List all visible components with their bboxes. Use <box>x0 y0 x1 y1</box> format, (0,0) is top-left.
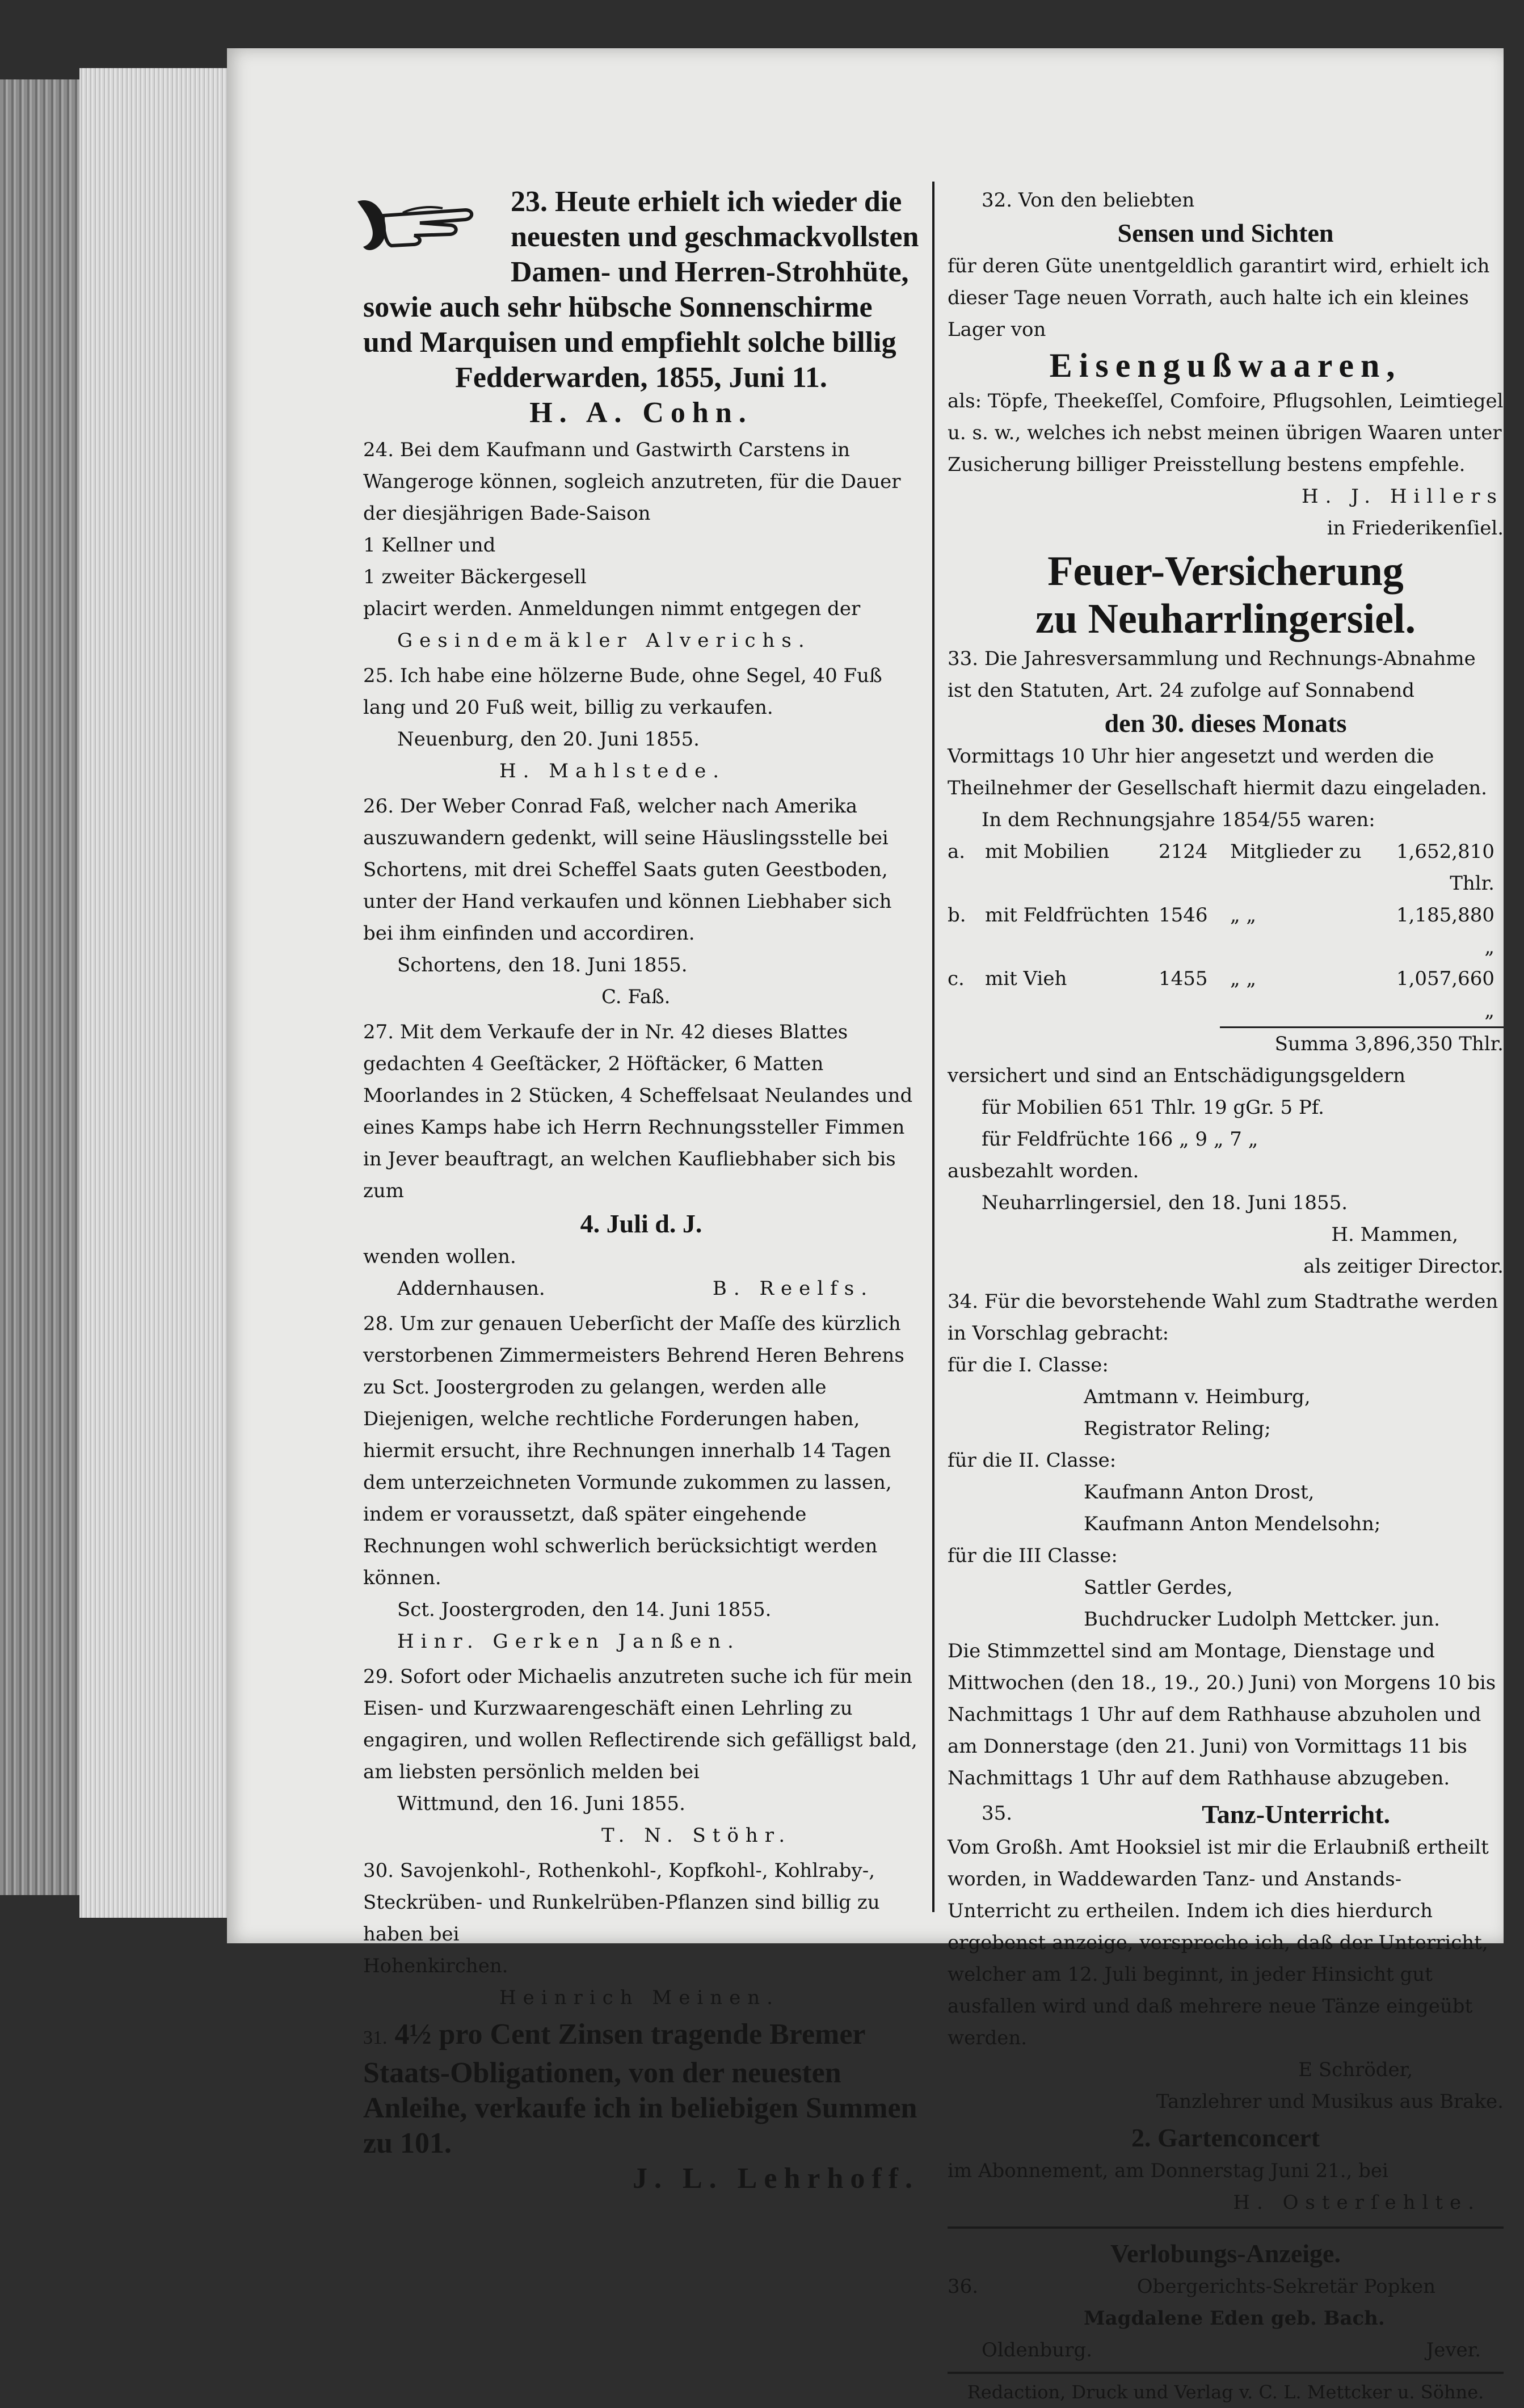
row-unit: „ „ <box>1230 904 1257 927</box>
row-count: 2124 <box>1159 840 1208 863</box>
ad-33-text: 33. Die Jahresversammlung und Rechnungs-Abnahme ist den Statuten, Art. 24 zufolge auf Sonnabend <box>948 647 1476 702</box>
row-label: mit Vieh <box>985 967 1067 990</box>
ad-30-text: 30. Savojenkohl-, Rothenkohl-, Kopfkohl-, Kohlraby-, Steckrüben- und Runkelrüben-Pflanzen sind billig zu haben bei <box>363 1859 880 1946</box>
ad-34-class-3-candidate-b: Buchdrucker Ludolph Mettcker. jun. <box>1084 1608 1440 1631</box>
ad-32-signature: H. J. Hillers <box>1302 485 1504 508</box>
ad-29-text: 29. Sofort oder Michaelis anzutreten suche ich für mein Eisen- und Kurzwaarengeschäft einen Lehrling zu engagiren, und wollen Reflectirende sich gefälligst bald, am liebsten persönlich melden bei <box>363 1665 917 1783</box>
ad-30-signature: Heinrich Meinen. <box>499 1986 780 2009</box>
concert-heading: 2. Gartenconcert <box>1131 2123 1320 2152</box>
ad-31 <box>363 2017 919 2196</box>
ad-29-signature: T. N. Stöhr. <box>601 1824 792 1847</box>
ad-30 <box>363 1855 919 2014</box>
ad-25-text: 25. Ich habe eine hölzerne Bude, ohne Segel, 40 Fuß lang und 20 Fuß weit, billig zu verkaufen. <box>363 664 882 719</box>
pointing-hand-icon <box>352 190 499 264</box>
ad-28-text: 28. Um zur genauen Ueberſicht der Maſſe des kürzlich verstorbenen Zimmermeisters Behrend Heren Behrens zu Sct. Joostergroden zu gelangen, werden alle Diejenigen, welche rechtliche Forderungen haben, hiermit ersucht, ihre Rechnungen innerhalb 14 Tagen dem unterzeichneten Vormunde zukommen zu lassen, indem er voraussetzt, daß später eingehende Rechnungen wohl schwerlich berücksichtigt werden können. <box>363 1312 904 1589</box>
ad-29 <box>363 1661 919 1851</box>
ad-32-signature-place: in Friederikenſiel. <box>1327 517 1504 540</box>
left-column <box>363 184 919 2200</box>
ad-30-place: Hohenkirchen. <box>363 1955 508 1977</box>
ad-36-heading: Verlobungs-Anzeige. <box>1110 2239 1341 2268</box>
ad-27-tail: wenden wollen. <box>363 1245 516 1268</box>
ad-34 <box>948 1286 1504 1794</box>
ad-27 <box>363 1016 919 1304</box>
row-unit: „ „ <box>1230 967 1257 990</box>
ad-33-payment-1: für Mobilien 651 Thlr. 19 gGr. 5 Pf. <box>982 1096 1324 1119</box>
concert-text: im Abonnement, am Donnerstag Juni 21., bei <box>948 2159 1388 2182</box>
ad-26-text: 26. Der Weber Conrad Faß, welcher nach Amerika auszuwandern gedenkt, will seine Häuslingsstelle bei Schortens, mit drei Scheffel Saats guten Geestboden, unter der Hand verkaufen und können Liebhaber sich bei ihm einfinden und accordiren. <box>363 795 892 945</box>
ad-24-signature: Gesindemäkler Alverichs. <box>397 629 811 652</box>
ad-33-date: den 30. dieses Monats <box>1104 709 1347 738</box>
row-unit: Mitglieder zu <box>1230 840 1362 863</box>
concert <box>948 2121 1504 2218</box>
page-stack <box>79 68 227 1918</box>
ad-32-heading-2: Eisengußwaaren, <box>1049 347 1402 384</box>
ad-23 <box>363 184 919 431</box>
ad-25-place: Neuenburg, den 20. Juni 1855. <box>397 728 700 751</box>
ad-33-text-2: Vormittags 10 Uhr hier angesetzt und werden die Theilnehmer der Gesellschaft hiermit dazu eingeladen. <box>948 745 1487 799</box>
row-value: 1,652,810 Thlr. <box>1396 840 1494 895</box>
footer-imprint: Redaction, Druck und Verlag v. C. L. Mettcker u. Söhne. <box>948 2372 1504 2408</box>
ad-34-class-3: für die III Classe: <box>948 1544 1118 1567</box>
ad-24-text: 24. Bei dem Kaufmann und Gastwirth Carstens in Wangeroge können, sogleich anzutreten, für die Dauer der diesjährigen Bade-Saison <box>363 439 901 525</box>
ad-34-class-2-candidate-b: Kaufmann Anton Mendelsohn; <box>1084 1513 1381 1535</box>
row-key: c. <box>948 967 965 990</box>
ad-34-class-2: für die II. Classe: <box>948 1449 1117 1472</box>
ad-33-payment-2: für Feldfrüchte 166 „ 9 „ 7 „ <box>982 1128 1258 1151</box>
ad-23-place: Fedderwarden, 1855, Juni 11. <box>455 361 827 394</box>
ad-24 <box>363 434 919 656</box>
row-key: b. <box>948 904 966 927</box>
ad-31-text: 4½ pro Cent Zinsen tragende Bremer Staats-Obligationen, von der neuesten Anleihe, verkaufe ich in beliebigen Summen zu 101. <box>363 2018 917 2159</box>
ad-33-signature-title: als zeitiger Director. <box>1303 1255 1504 1278</box>
book-spine-edge <box>0 79 79 1895</box>
ad-28 <box>363 1308 919 1657</box>
ad-27-place: Addernhausen. <box>397 1277 545 1300</box>
ad-27-date: 4. Juli d. J. <box>580 1209 702 1238</box>
row-key: a. <box>948 840 966 863</box>
column-divider <box>932 182 934 1912</box>
ad-28-place: Sct. Joostergroden, den 14. Juni 1855. <box>397 1598 772 1621</box>
ad-34-text-2: Die Stimmzettel sind am Montage, Dienstage und Mittwochen (den 18., 19., 20.) Juni) von Morgens 10 bis Nachmittags 1 Uhr auf dem Rathhause abzuholen und am Donnerstage (den 21. Juni) von Vormittags 11 bis Nachmittags 1 Uhr auf dem Rathhause abzugeben. <box>948 1640 1496 1790</box>
ad-33-text-4: versichert und sind an Entschädigungsgeldern <box>948 1064 1406 1087</box>
ad-36-line-1: Obergerichts-Sekretär Popken <box>1136 2275 1435 2298</box>
ad-25-signature: H. Mahlstede. <box>499 760 726 782</box>
ad-32-text-2: als: Töpfe, Theekeſſel, Comfoire, Pflugsohlen, Leimtiegel u. s. w., welches ich nebst meinen übrigen Waaren unter Zusicherung billiger Preisstellung bestens empfehle. <box>948 390 1504 476</box>
ad-24-line-2: 1 zweiter Bäckergesell <box>363 566 587 588</box>
ad-23-text: Heute erhielt ich wieder die neuesten und geschmackvollsten Damen- und Herren-Strohhüte, sowie auch sehr hübsche Sonnenschirme und Marquisen und empfiehlt solche billig <box>363 186 919 359</box>
ad-35-signature-title: Tanzlehrer und Musikus aus Brake. <box>1156 2090 1504 2113</box>
ad-24-line-1: 1 Kellner und <box>363 534 496 557</box>
ad-36-place-2: Jever. <box>1426 2339 1481 2361</box>
ad-33-signature: H. Mammen, <box>1331 1223 1458 1246</box>
row-count: 1546 <box>1159 904 1208 927</box>
ad-36-place-1: Oldenburg. <box>982 2339 1093 2361</box>
table-row <box>948 899 1504 963</box>
ad-36 <box>948 2237 1504 2366</box>
ad-23-number: 23. <box>511 186 548 218</box>
row-value: 1,185,880 „ <box>1396 904 1494 958</box>
ad-33-sum: Summa 3,896,350 Thlr. <box>1220 1026 1504 1060</box>
ad-33-heading-1: Feuer-Versicherung <box>1047 548 1404 595</box>
ad-32 <box>948 184 1504 544</box>
ad-33-table <box>948 836 1504 1060</box>
ad-34-text: 34. Für die bevorstehende Wahl zum Stadtrathe werden in Vorschlag gebracht: <box>948 1290 1498 1345</box>
row-count: 1455 <box>1159 967 1208 990</box>
ad-33-text-5: ausbezahlt worden. <box>948 1160 1139 1182</box>
ad-35-signature: E Schröder, <box>1298 2058 1413 2081</box>
ad-26 <box>363 790 919 1013</box>
ad-31-number: 31. <box>363 2027 388 2048</box>
ad-28-signature: Hinr. Gerken Janßen. <box>397 1630 740 1653</box>
row-value: 1,057,660 „ <box>1396 967 1494 1022</box>
row-label: mit Mobilien <box>985 840 1110 863</box>
ad-32-text: für deren Güte unentgeldlich garantirt wird, erhielt ich dieser Tage neuen Vorrath, auch halte ich ein kleines Lager von <box>948 255 1490 341</box>
ad-25 <box>363 660 919 787</box>
ad-23-signature: H. A. Cohn. <box>529 397 753 429</box>
ad-33-place: Neuharrlingersiel, den 18. Juni 1855. <box>982 1192 1348 1214</box>
divider <box>948 2226 1504 2229</box>
ad-26-signature: C. Faß. <box>601 986 671 1008</box>
ad-36-line-2: Magdalene Eden geb. Bach. <box>1084 2307 1385 2330</box>
ad-32-heading: Sensen und Sichten <box>1117 218 1334 247</box>
ad-35-text: Vom Großh. Amt Hooksiel ist mir die Erlaubniß ertheilt worden, in Waddewarden Tanz- und Anstands-Unterricht zu ertheilen. Indem ich dies hierdurch ergebenst anzeige, verspreche ich, daß der Unterricht, welcher am 12. Juli beginnt, in jeder Hinsicht gut ausfallen wird und daß mehrere neue Tänze eingeübt werden. <box>948 1836 1489 2049</box>
table-row <box>948 836 1504 899</box>
ad-33-text-3: In dem Rechnungsjahre 1854/55 waren: <box>982 809 1375 831</box>
right-column <box>948 184 1504 2408</box>
newspaper-page <box>227 48 1504 2403</box>
ad-34-class-1: für die I. Classe: <box>948 1354 1109 1376</box>
ad-26-place: Schortens, den 18. Juni 1855. <box>397 954 688 976</box>
ad-34-class-1-candidate-a: Amtmann v. Heimburg, <box>1084 1386 1311 1408</box>
ad-36-number: 36. <box>948 2275 979 2298</box>
ad-27-text: 27. Mit dem Verkaufe der in Nr. 42 dieses Blattes gedachten 4 Geeſtäcker, 2 Höftäcker, 6 Matten Moorlandes in 2 Stücken, 4 Scheffelsaat Neulandes und eines Kamps habe ich Herrn Rechnungssteller Fimmen in Jever beauftragt, an welchen Kaufliebhaber sich bis zum <box>363 1021 913 1202</box>
ad-35-heading: Tanz-Unterricht. <box>1202 1800 1390 1829</box>
ad-33 <box>948 548 1504 1282</box>
ad-31-signature: J. L. Lehrhoff. <box>633 2162 919 2195</box>
ad-24-line-3: placirt werden. Anmeldungen nimmt entgegen der <box>363 597 861 620</box>
concert-signature: H. Osterſehlte. <box>1233 2191 1481 2214</box>
table-row <box>948 963 1504 1026</box>
ad-27-signature: B. Reelfs. <box>712 1277 874 1300</box>
row-label: mit Feldfrüchten <box>985 904 1150 927</box>
ad-33-heading-2: zu Neuharrlingersiel. <box>1035 596 1416 642</box>
ad-35 <box>948 1797 1504 2117</box>
ad-29-place: Wittmund, den 16. Juni 1855. <box>397 1792 685 1815</box>
ad-34-class-2-candidate-a: Kaufmann Anton Drost, <box>1084 1481 1315 1504</box>
ad-34-class-1-candidate-b: Registrator Reling; <box>1084 1417 1271 1440</box>
ad-35-number: 35. <box>982 1802 1013 1825</box>
ad-34-class-3-candidate-a: Sattler Gerdes, <box>1084 1576 1233 1599</box>
ad-32-intro: 32. Von den beliebten <box>982 189 1195 212</box>
